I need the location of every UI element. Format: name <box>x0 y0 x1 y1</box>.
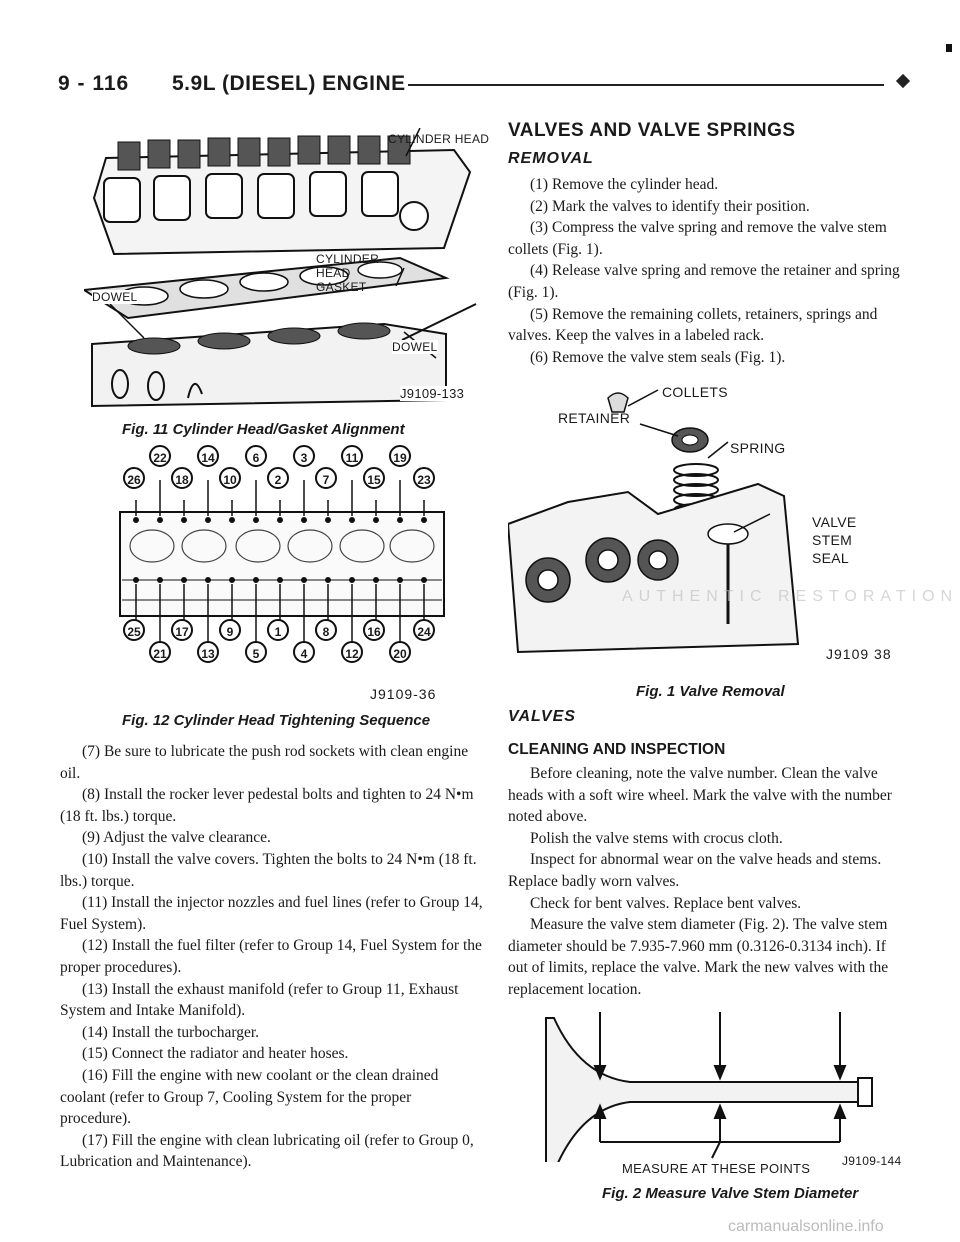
bolt-number-1: 1 <box>267 619 289 641</box>
bolt-number-14: 14 <box>197 445 219 467</box>
cylinder-head-gasket-drawing <box>84 128 480 408</box>
fig2-caption: Fig. 2 Measure Valve Stem Diameter <box>602 1185 859 1202</box>
step-15: (15) Connect the radiator and heater hoses. <box>82 1045 349 1063</box>
page-edge-mark <box>946 44 952 52</box>
bolt-number-19: 19 <box>389 445 411 467</box>
bolt-number-8: 8 <box>315 619 337 641</box>
watermark-url: carmanualsonline.info <box>728 1218 884 1235</box>
removal-step-5: (5) Remove the remaining collets, retainers, springs and valves. Keep the valves in a labeled rack. <box>508 305 878 345</box>
valve-removal-drawing <box>508 384 808 664</box>
bolt-number-12: 12 <box>341 641 363 663</box>
fig12-code: J9109-36 <box>370 686 437 702</box>
section-title-valves-springs: VALVES AND VALVE SPRINGS <box>508 120 796 141</box>
removal-steps <box>508 174 900 368</box>
label-valve: VALVE <box>812 514 857 530</box>
bolt-number-10: 10 <box>219 467 241 489</box>
step-14: (14) Install the turbocharger. <box>82 1023 260 1041</box>
label-cylinder-head: CYLINDER HEAD <box>388 132 490 146</box>
cleaning-paragraph-1: Before cleaning, note the valve number. Clean the valve heads with a soft wire wheel. Mark the valve with the number noted above. <box>508 765 892 826</box>
cleaning-paragraphs <box>508 763 900 1001</box>
step-17: (17) Fill the engine with clean lubricating oil (refer to Group 0, Lubrication and Maintenance). <box>60 1131 474 1171</box>
label-dowel-right: DOWEL <box>392 340 438 354</box>
bolt-number-22: 22 <box>149 445 171 467</box>
fig11-illustration <box>84 128 480 408</box>
page-number: 9 - 116 <box>58 72 130 95</box>
label-stem: STEM <box>812 532 853 548</box>
label-dowel-left: DOWEL <box>92 290 138 304</box>
step-10: (10) Install the valve covers. Tighten the bolts to 24 N•m (18 ft. lbs.) torque. <box>60 850 477 890</box>
label-seal: SEAL <box>812 550 849 566</box>
bolt-number-9: 9 <box>219 619 241 641</box>
bolt-number-20: 20 <box>389 641 411 663</box>
bolt-number-23: 23 <box>413 467 435 489</box>
fig12-caption: Fig. 12 Cylinder Head Tightening Sequence <box>122 712 431 729</box>
fig1-code: J9109 38 <box>826 646 892 662</box>
step-9: (9) Adjust the valve clearance. <box>82 829 271 847</box>
removal-step-6: (6) Remove the valve stem seals (Fig. 1). <box>530 348 786 366</box>
cleaning-inspection-heading: CLEANING AND INSPECTION <box>508 741 726 758</box>
removal-step-1: (1) Remove the cylinder head. <box>530 176 719 193</box>
valve-stem-measure-drawing <box>540 1002 890 1162</box>
removal-step-3: (3) Compress the valve spring and remove the valve stem collets (Fig. 1). <box>508 219 887 258</box>
fig2-code: J9109-144 <box>842 1154 902 1168</box>
page-header <box>58 72 908 102</box>
fig11-code: J9109-133 <box>400 386 465 401</box>
label-measure-points: MEASURE AT THESE POINTS <box>622 1161 811 1176</box>
bolt-number-11: 11 <box>341 445 363 467</box>
label-spring: SPRING <box>730 440 786 456</box>
label-collets: COLLETS <box>662 384 728 400</box>
cleaning-paragraph-2: Polish the valve stems with crocus cloth. <box>530 829 783 847</box>
step-8: (8) Install the rocker lever pedestal bolts and tighten to 24 N•m (18 ft. lbs.) torque. <box>60 786 474 825</box>
cleaning-paragraph-3: Inspect for abnormal wear on the valve heads and stems. Replace badly worn valves. <box>508 851 882 890</box>
bolt-number-24: 24 <box>413 619 435 641</box>
fig2-illustration <box>540 1002 890 1162</box>
cleaning-paragraph-4: Check for bent valves. Replace bent valves. <box>530 894 802 912</box>
fig1-illustration <box>508 384 808 664</box>
bolt-number-13: 13 <box>197 641 219 663</box>
bolt-number-6: 6 <box>245 445 267 467</box>
header-rule <box>408 84 884 86</box>
bolt-number-18: 18 <box>171 467 193 489</box>
install-steps <box>60 741 486 1173</box>
removal-step-4: (4) Release valve spring and remove the retainer and spring (Fig. 1). <box>508 262 900 301</box>
step-16: (16) Fill the engine with new coolant or the clean drained coolant (refer to Group 7, Cooling System for the proper procedure). <box>60 1066 439 1128</box>
bolt-number-21: 21 <box>149 641 171 663</box>
cleaning-paragraph-5: Measure the valve stem diameter (Fig. 2). The valve stem diameter should be 7.935-7.960 mm (0.3126-0.3134 inch). If out of limits, replace the valve. Mark the new valves with the replacement location. <box>508 916 889 998</box>
diamond-icon <box>896 74 910 88</box>
bolt-number-16: 16 <box>363 619 385 641</box>
bolt-number-3: 3 <box>293 445 315 467</box>
watermark-logo: AUTHENTIC RESTORATION <box>622 588 959 605</box>
bolt-number-25: 25 <box>123 619 145 641</box>
step-7: (7) Be sure to lubricate the push rod sockets with clean engine oil. <box>60 743 469 782</box>
bolt-number-7: 7 <box>315 467 337 489</box>
removal-step-2: (2) Mark the valves to identify their position. <box>530 197 810 215</box>
bolt-number-4: 4 <box>293 641 315 663</box>
bolt-number-26: 26 <box>123 467 145 489</box>
fig1-caption: Fig. 1 Valve Removal <box>636 683 785 700</box>
bolt-number-15: 15 <box>363 467 385 489</box>
label-cylinder-head-gasket: CYLINDER HEAD GASKET <box>316 252 380 294</box>
bolt-number-5: 5 <box>245 641 267 663</box>
page-title: 5.9L (DIESEL) ENGINE <box>172 72 406 95</box>
removal-heading: REMOVAL <box>508 150 594 167</box>
bolt-number-17: 17 <box>171 619 193 641</box>
step-11: (11) Install the injector nozzles and fuel lines (refer to Group 14, Fuel System). <box>60 894 483 933</box>
step-12: (12) Install the fuel filter (refer to Group 14, Fuel System for the proper procedures). <box>60 937 482 976</box>
step-13: (13) Install the exhaust manifold (refer to Group 11, Exhaust System and Intake Manifold). <box>60 980 459 1020</box>
bolt-number-2: 2 <box>267 467 289 489</box>
fig11-caption: Fig. 11 Cylinder Head/Gasket Alignment <box>122 421 405 438</box>
label-retainer: RETAINER <box>558 410 631 426</box>
valves-heading: VALVES <box>508 708 576 725</box>
